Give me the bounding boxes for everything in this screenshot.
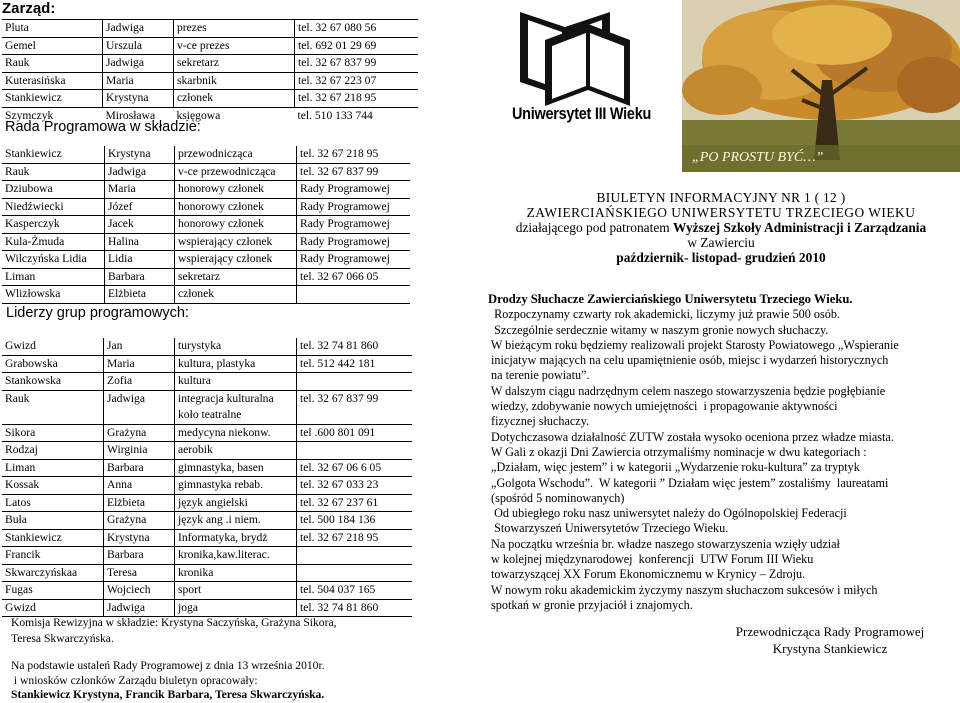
table-row	[2, 373, 412, 391]
role-cell: członek	[175, 286, 297, 304]
firstname-cell: Grażyna	[104, 512, 175, 530]
role-cell: wspierający członek	[175, 233, 297, 251]
firstname-cell: Urszula	[103, 37, 174, 55]
phone-cell: Rady Programowej	[297, 251, 411, 269]
phone-cell: tel. 512 442 181	[297, 355, 413, 373]
body-line: na terenie powiatu”.	[488, 368, 590, 383]
rada-table	[2, 146, 410, 304]
surname-cell: Kossak	[2, 477, 104, 495]
group-cell: język ang .i niem.	[175, 512, 297, 530]
table-row	[2, 547, 412, 565]
editors-footer	[11, 659, 391, 703]
table-row	[2, 390, 412, 407]
surname-cell: Stankiewicz	[2, 90, 103, 108]
surname-cell: Rauk	[2, 55, 103, 73]
group-cell: kultura, plastyka	[175, 355, 297, 373]
autumn-tree-photo	[682, 0, 960, 172]
rada-heading: Rada Programowa w składzie:	[5, 119, 201, 135]
body-line: W nowym roku akademickim życzymy naszym słuchaczom sukcesów i miłych	[488, 582, 878, 597]
surname-cell: Dziubowa	[2, 181, 105, 199]
table-row	[2, 338, 412, 355]
body-line: towarzyszącej XX Forum Ekonomicznemu w Krynicy – Zdroju.	[488, 567, 806, 582]
surname-cell: Kula-Żmuda	[2, 233, 105, 251]
surname-cell: Rodzaj	[2, 442, 104, 460]
newsletter-title: BIULETYN INFORMACYJNY NR 1 ( 12 )	[596, 190, 846, 205]
patronage-line	[482, 220, 960, 235]
role-cell: przewodnicząca	[175, 146, 297, 163]
firstname-cell: Barbara	[105, 268, 175, 286]
footer-authors: Stankiewicz Krystyna, Francik Barbara, Teresa Skwarczyńska.	[11, 688, 325, 701]
surname-cell: Pluta	[2, 20, 103, 38]
body-heading: Drodzy Słuchacze Zawierciańskiego Uniwersytetu Trzeciego Wieku.	[488, 292, 853, 306]
role-cell: honorowy członek	[175, 216, 297, 234]
surname-cell: Latos	[2, 494, 104, 512]
role-cell: wspierający członek	[175, 251, 297, 269]
phone-cell: tel. 500 184 136	[297, 512, 413, 530]
phone-cell: tel. 32 67 218 95	[297, 146, 411, 163]
role-cell: v-ce przewodnicząca	[175, 163, 297, 181]
table-row	[2, 529, 412, 547]
audit-committee-note	[11, 615, 391, 647]
phone-cell: tel. 32 67 080 56	[295, 20, 419, 38]
surname-cell: Liman	[2, 268, 105, 286]
group-cell: Informatyka, brydż	[175, 529, 297, 547]
phone-cell	[297, 286, 411, 304]
firstname-cell: Jacek	[105, 216, 175, 234]
body-line: w kolejnej międzynarodowej konferencji UTW Forum III Wieku	[488, 552, 814, 567]
group-cell: aerobik	[175, 442, 297, 460]
firstname-cell: Krystyna	[105, 146, 175, 163]
patronage-pre: działającego pod patronatem	[515, 220, 674, 235]
role-cell: sekretarz	[174, 55, 295, 73]
table-row	[2, 582, 412, 600]
table-row	[2, 233, 410, 251]
phone-cell: tel. 692 01 29 69	[295, 37, 419, 55]
phone-cell	[297, 547, 413, 565]
table-row	[2, 564, 412, 582]
surname-cell: Fugas	[2, 582, 104, 600]
table-row	[2, 424, 412, 442]
group-cell: koło teatralne	[175, 407, 297, 424]
footer-line: i wniosków członków Zarządu biuletyn opracowały:	[11, 673, 258, 687]
phone-cell: Rady Programowej	[297, 181, 411, 199]
firstname-cell: Maria	[103, 72, 174, 90]
phone-cell	[297, 407, 413, 424]
body-line: Dotychczasowa działalność ZUTW została wysoko oceniona przez władze miasta.	[488, 429, 894, 444]
surname-cell: Kuterasińska	[2, 72, 103, 90]
phone-cell	[297, 373, 413, 391]
surname-cell: Stankiewicz	[2, 146, 105, 163]
body-line: (spośród 5 nominowanych)	[488, 490, 625, 505]
table-row	[2, 477, 412, 495]
role-cell: honorowy członek	[175, 198, 297, 216]
body-line: fizycznej słuchaczy.	[488, 414, 590, 429]
table-row	[2, 251, 410, 269]
firstname-cell: Jadwiga	[105, 163, 175, 181]
table-row	[2, 268, 410, 286]
firstname-cell: Wirginia	[104, 442, 175, 460]
firstname-cell: Jadwiga	[104, 599, 175, 617]
table-row	[2, 181, 410, 199]
firstname-cell: Jadwiga	[103, 55, 174, 73]
location-line: w Zawierciu	[687, 235, 755, 250]
table-row	[2, 55, 418, 73]
firstname-cell: Elżbieta	[105, 286, 175, 304]
surname-cell: Liman	[2, 459, 104, 477]
table-row	[2, 459, 412, 477]
group-cell: integracja kulturalna	[175, 390, 297, 407]
table-row	[2, 355, 412, 373]
phone-cell	[297, 564, 413, 582]
signature-name: Krystyna Stankiewicz	[772, 641, 888, 656]
footer-line: Na podstawie ustaleń Rady Programowej z dnia 13 września 2010r.	[11, 659, 325, 672]
firstname-cell: Barbara	[104, 547, 175, 565]
body-line: Na początku września br. władze naszego stowarzyszenia wzięły udział	[488, 536, 840, 551]
logo-text: Uniwersytet III Wieku	[512, 104, 652, 123]
zarzad-table	[2, 19, 418, 124]
role-cell: członek	[174, 90, 295, 108]
group-cell: kronika	[175, 564, 297, 582]
group-cell: joga	[175, 599, 297, 617]
firstname-cell: Krystyna	[103, 90, 174, 108]
phone-cell: Rady Programowej	[297, 198, 411, 216]
role-cell: v-ce prezes	[174, 37, 295, 55]
firstname-cell: Halina	[105, 233, 175, 251]
phone-cell: tel. 32 67 218 95	[297, 529, 413, 547]
table-row	[2, 494, 412, 512]
table-row	[2, 37, 418, 55]
signature-block	[700, 623, 960, 657]
surname-cell: Gwizd	[2, 338, 104, 355]
surname-cell: Niedźwiecki	[2, 198, 105, 216]
surname-cell: Skwarczyńskaa	[2, 564, 104, 582]
firstname-cell: Jadwiga	[103, 20, 174, 38]
phone-cell: tel. 504 037 165	[297, 582, 413, 600]
newsletter-body	[488, 292, 958, 613]
group-cell: sport	[175, 582, 297, 600]
firstname-cell: Anna	[104, 477, 175, 495]
surname-cell: Sikora	[2, 424, 104, 442]
table-row	[2, 20, 418, 38]
surname-cell: Rauk	[2, 390, 104, 407]
phone-cell: tel. 32 67 837 99	[295, 55, 419, 73]
group-cell: gimnastyka, basen	[175, 459, 297, 477]
body-line: Szczególnie serdecznie witamy w naszym gronie nowych słuchaczy.	[488, 322, 829, 337]
table-row	[2, 599, 412, 617]
body-line: „Działam, więc jestem” i w kategorii „Wydarzenie roku-kultura” za tryptyk	[488, 460, 860, 475]
newsletter-title-block	[482, 190, 960, 265]
phone-cell: tel. 32 67 066 05	[297, 268, 411, 286]
firstname-cell: Barbara	[104, 459, 175, 477]
surname-cell: Wilczyńska Lidia	[2, 251, 105, 269]
firstname-cell: Maria	[104, 355, 175, 373]
firstname-cell: Krystyna	[104, 529, 175, 547]
role-cell: prezes	[174, 20, 295, 38]
body-line: „Golgota Wschodu”. W kategorii ” Działam więc jestem” zostaliśmy laureatami	[488, 475, 889, 490]
body-line: Rozpoczynamy czwarty rok akademicki, liczymy już prawie 500 osób.	[488, 307, 840, 322]
tree-image-icon	[682, 0, 960, 172]
phone-cell: Rady Programowej	[297, 216, 411, 234]
table-row	[2, 216, 410, 234]
table-row	[2, 72, 418, 90]
firstname-cell: Jan	[104, 338, 175, 355]
body-line: W bieżącym roku będziemy realizowali projekt Starosty Powiatowego „Wspieranie	[488, 337, 899, 352]
body-line: Stowarzyszeń Uniwersytetów Trzeciego Wieku.	[488, 521, 729, 536]
newsletter-subtitle: ZAWIERCIAŃSKIEGO UNIWERSYTETU TRZECIEGO WIEKU	[526, 205, 916, 220]
surname-cell: Grabowska	[2, 355, 104, 373]
firstname-cell: Lidia	[105, 251, 175, 269]
phone-cell	[297, 442, 413, 460]
body-line: inicjatyw mających na celu upamiętnienie osób, miejsc i wydarzeń historycznych	[488, 353, 889, 368]
surname-cell: Wlizłowska	[2, 286, 105, 304]
role-cell: sekretarz	[175, 268, 297, 286]
table-row	[2, 512, 412, 530]
firstname-cell: Zofia	[104, 373, 175, 391]
phone-cell: Rady Programowej	[297, 233, 411, 251]
surname-cell: Gwizd	[2, 599, 104, 617]
table-row	[2, 407, 412, 424]
group-cell: kronika,kaw.literac.	[175, 547, 297, 565]
photo-caption: „PO PROSTU BYĆ…”	[692, 150, 824, 165]
audit-committee-line: Teresa Skwarczyńska.	[11, 632, 114, 645]
role-cell: honorowy członek	[175, 181, 297, 199]
issue-period: październik- listopad- grudzień 2010	[616, 250, 826, 265]
patronage-school: Wyższej Szkoły Administracji i Zarządzania	[673, 220, 927, 235]
firstname-cell: Maria	[105, 181, 175, 199]
firstname-cell: Teresa	[104, 564, 175, 582]
firstname-cell	[104, 407, 175, 424]
table-row	[2, 146, 410, 163]
phone-cell: tel. 32 67 837 99	[297, 163, 411, 181]
phone-cell: tel. 32 67 06 6 05	[297, 459, 413, 477]
group-cell: język angielski	[175, 494, 297, 512]
surname-cell: Kasperczyk	[2, 216, 105, 234]
firstname-cell: Grażyna	[104, 424, 175, 442]
body-line: W dalszym ciągu nadrzędnym celem naszego stowarzyszenia będzie pogłębianie	[488, 383, 886, 398]
phone-cell: tel. 32 74 81 860	[297, 599, 413, 617]
body-line: W Gali z okazji Dni Zawiercia otrzymaliśmy nominacje w dwu kategoriach :	[488, 444, 867, 459]
role-cell: skarbnik	[174, 72, 295, 90]
surname-cell: Stankiewicz	[2, 529, 104, 547]
surname-cell: Gemel	[2, 37, 103, 55]
firstname-cell: Mirosława	[105, 108, 156, 122]
firstname-cell: Józef	[105, 198, 175, 216]
group-cell: turystyka	[175, 338, 297, 355]
liderzy-table	[2, 338, 412, 617]
phone-cell: tel. 510 133 744	[297, 108, 373, 122]
zarzad-heading: Zarząd:	[2, 0, 56, 17]
audit-committee-line: Komisja Rewizyjna w składzie: Krystyna Saczyńska, Grażyna Sikora,	[11, 616, 337, 629]
table-row	[2, 90, 418, 108]
body-line: wiedzy, zdobywanie nowych umiejętności i propagowanie aktywności	[488, 399, 838, 414]
phone-cell: tel. 32 67 223 07	[295, 72, 419, 90]
role-cell: księgowa	[176, 108, 221, 122]
surname-cell: Buła	[2, 512, 104, 530]
table-row	[2, 163, 410, 181]
table-row	[2, 286, 410, 304]
group-cell: medycyna niekonw.	[175, 424, 297, 442]
group-cell: kultura	[175, 373, 297, 391]
group-cell: gimnastyka rebab.	[175, 477, 297, 495]
body-line: spotkań w gronie przyjaciół i znajomych.	[488, 597, 693, 612]
table-row	[2, 442, 412, 460]
phone-cell: tel. 32 67 237 61	[297, 494, 413, 512]
utw-logo	[510, 2, 700, 137]
table-row	[2, 198, 410, 216]
surname-cell: Stankowska	[2, 373, 104, 391]
phone-cell: tel. 32 67 837 99	[300, 391, 379, 405]
liderzy-heading: Liderzy grup programowych:	[6, 305, 189, 321]
firstname-cell: Jadwiga	[104, 390, 175, 407]
surname-cell: Rauk	[2, 163, 105, 181]
signature-title: Przewodnicząca Rady Programowej	[735, 624, 925, 639]
surname-cell	[2, 407, 104, 424]
surname-cell: Szymczyk	[5, 108, 54, 122]
firstname-cell: Wojciech	[104, 582, 175, 600]
surname-cell: Francik	[2, 547, 104, 565]
phone-cell: tel. 32 74 81 860	[297, 338, 413, 355]
firstname-cell: Elżbieta	[104, 494, 175, 512]
body-line: Od ubiegłego roku nasz uniwersytet należy do Ogólnopolskiej Federacji	[488, 506, 847, 521]
phone-cell: tel. 32 67 033 23	[297, 477, 413, 495]
phone-cell: tel .600 801 091	[297, 424, 413, 442]
phone-cell: tel. 32 67 218 95	[295, 90, 419, 108]
